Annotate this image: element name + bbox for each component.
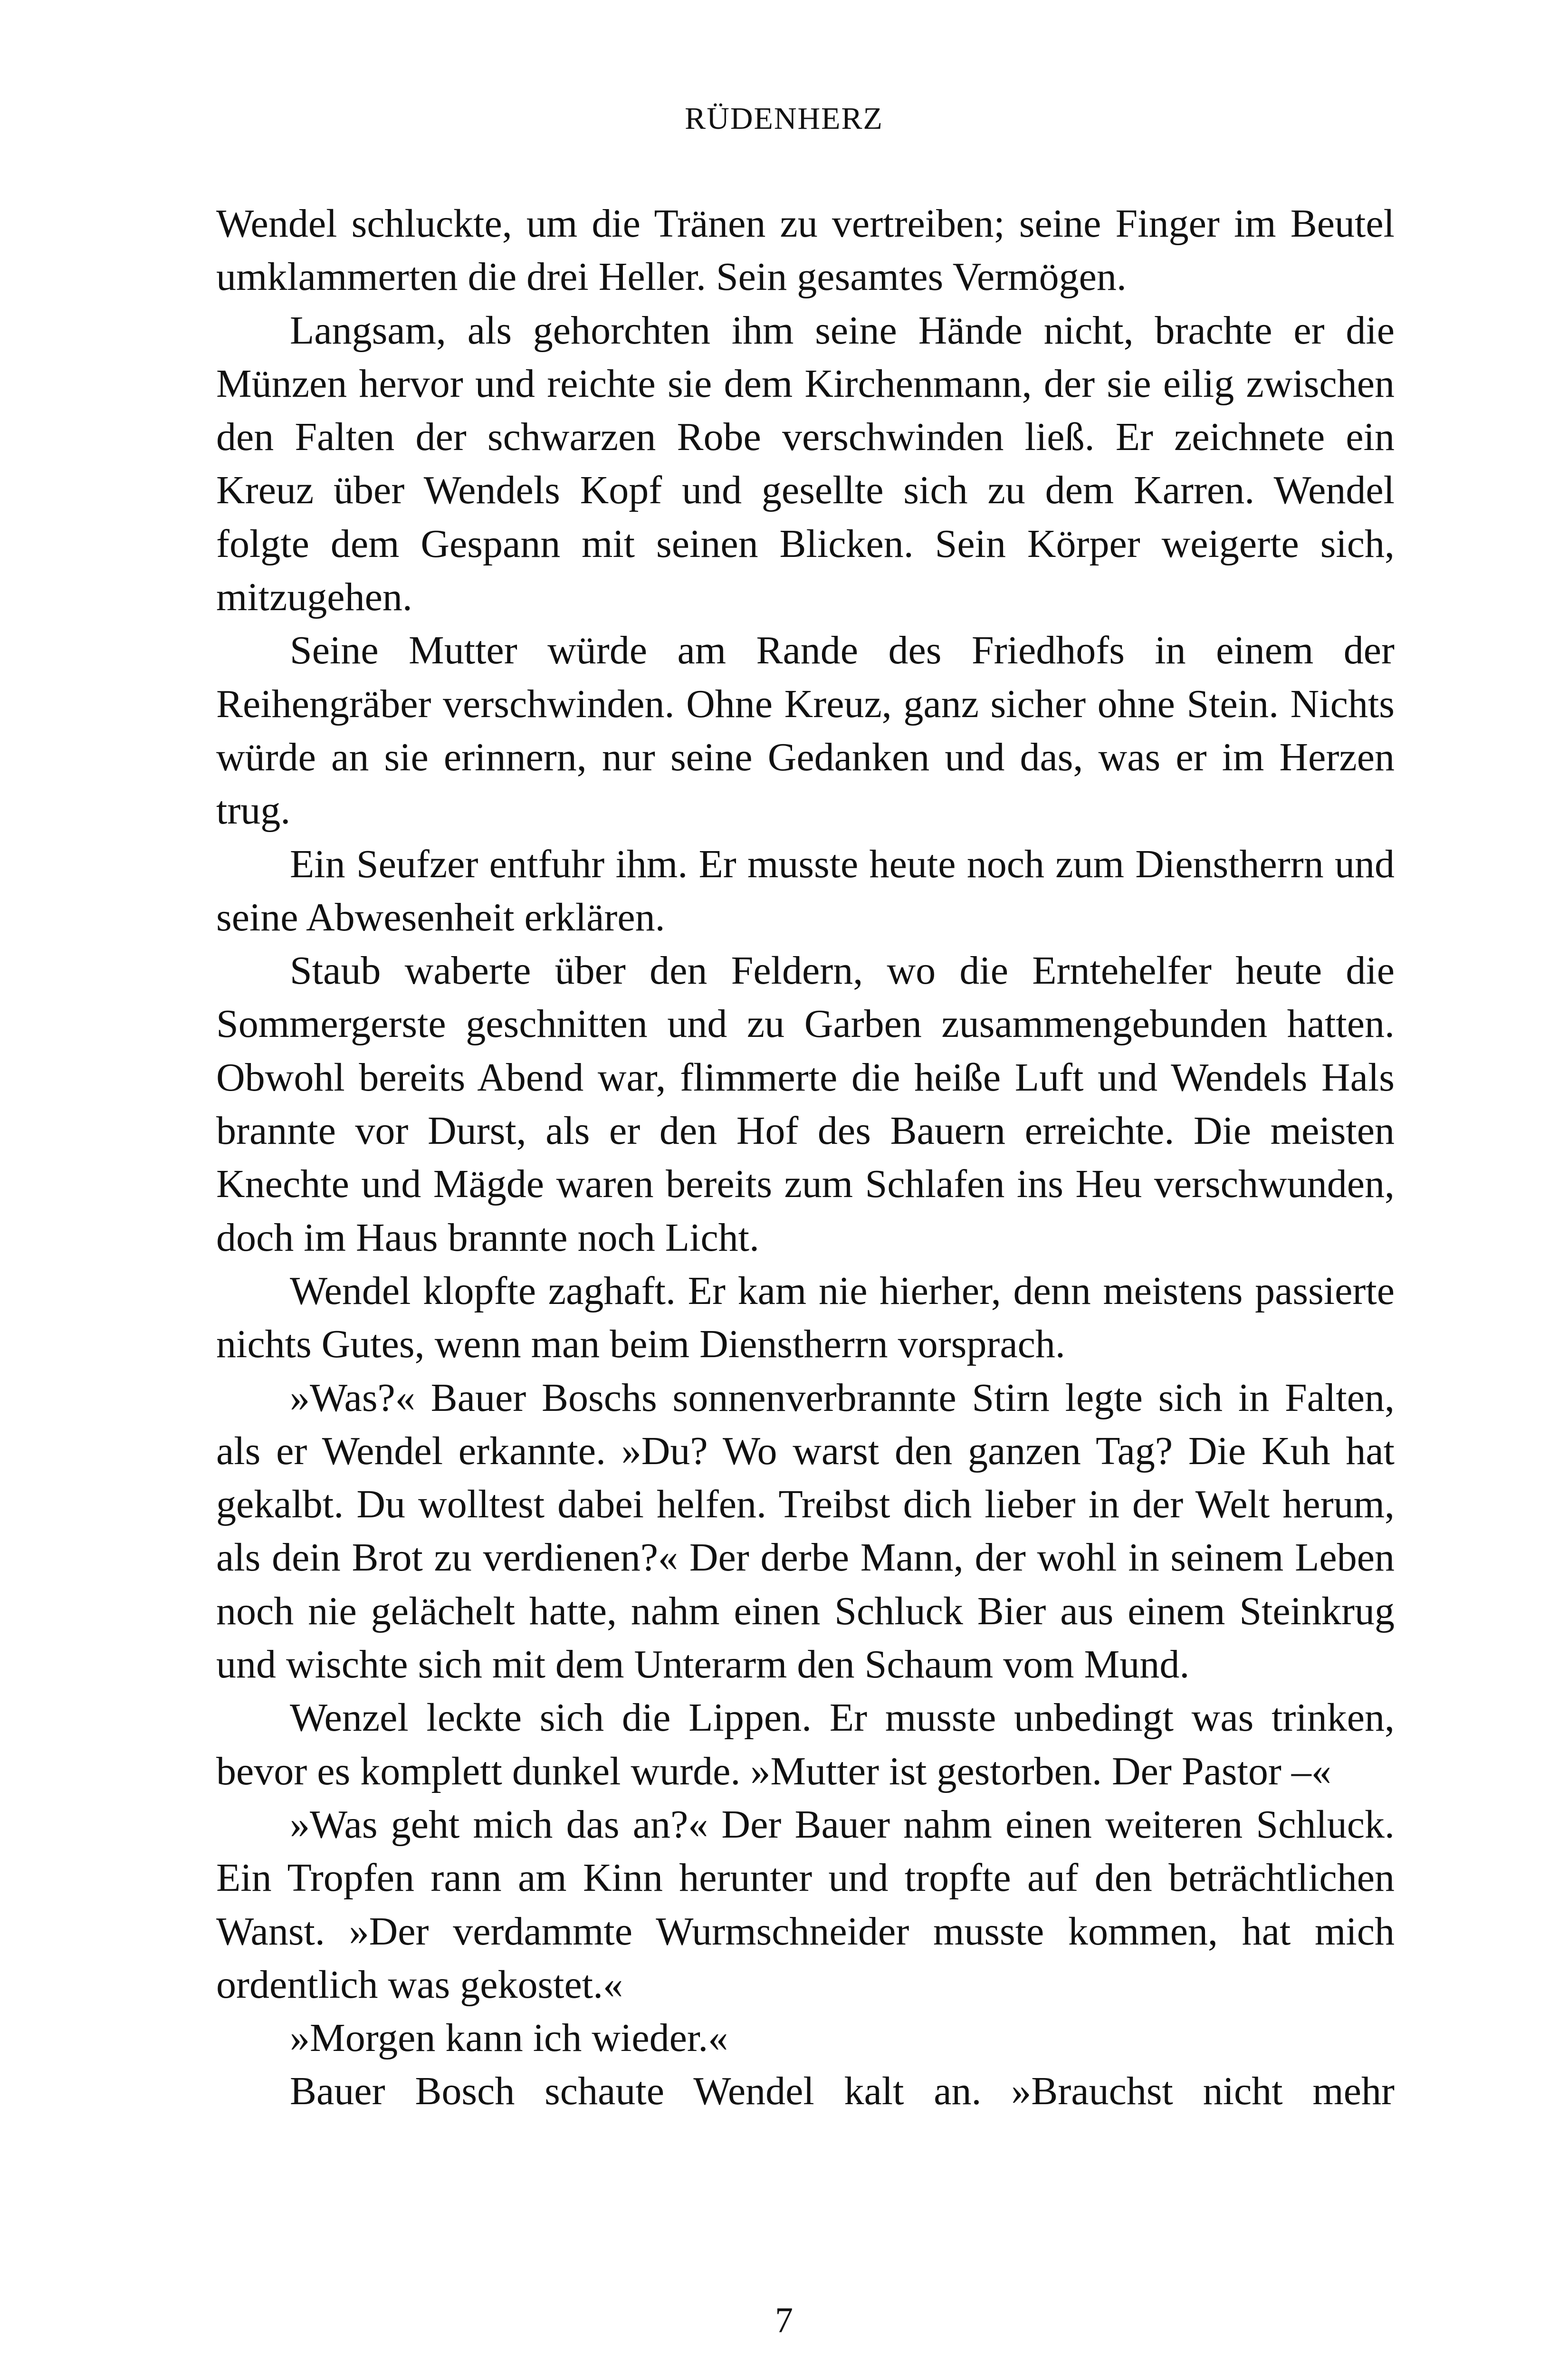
paragraph: Wendel klopfte zaghaft. Er kam nie hierher, denn meistens passierte nichts Gutes, wenn man beim Dienstherrn vorsprach. xyxy=(216,1268,1395,1367)
paragraph: Bauer Bosch schaute Wendel kalt an. »Brauchst nicht mehr xyxy=(290,2069,1395,2114)
paragraph: Langsam, als gehorchten ihm seine Hände nicht, brachte er die Münzen hervor und reichte sie dem Kirchenmann, der sie eilig zwischen den Falten der schwarzen Robe verschwinden ließ. Er zeichnete ein Kreuz über Wendels Kopf und gesellte sich zu dem Karren. Wendel folgte dem Gespann mit seinen Blicken. Sein Körper weigerte sich, mitzugehen. xyxy=(216,308,1395,620)
running-head: RÜDENHERZ xyxy=(685,101,883,136)
paragraph: Staub waberte über den Feldern, wo die Erntehelfer heute die Sommergerste geschnitten und zu Garben zusammengebunden hatten. Obwohl bereits Abend war, flimmerte die heiße Luft und Wendels Hals brannte vor Durst, als er den Hof des Bauern erreichte. Die meisten Knechte und Mägde waren bereits zum Schlafen ins Heu verschwunden, doch im Haus brannte noch Licht. xyxy=(216,948,1395,1260)
paragraph: Wenzel leckte sich die Lippen. Er musste unbedingt was trinken, bevor es komplett dunkel wurde. »Mutter ist gestorben. Der Pastor –« xyxy=(216,1696,1395,1793)
paragraph: »Was geht mich das an?« Der Bauer nahm einen weiteren Schluck. Ein Tropfen rann am Kinn herunter und tropfte auf den beträchtlichen Wanst. »Der verdammte Wurmschneider musste kommen, hat mich ordentlich was gekostet.« xyxy=(216,1802,1395,2007)
paragraph: Ein Seufzer entfuhr ihm. Er musste heute noch zum Dienstherrn und seine Abwesenheit erklären. xyxy=(216,842,1395,939)
paragraph: »Morgen kann ich wieder.« xyxy=(290,2016,728,2060)
paragraph: »Was?« Bauer Boschs sonnenverbrannte Stirn legte sich in Falten, als er Wendel erkannte. »Du? Wo warst den ganzen Tag? Die Kuh hat gekalbt. Du wolltest dabei helfen. Treibst dich lieber in der Welt herum, als dein Brot zu verdienen?« Der derbe Mann, der wohl in seinem Leben noch nie gelächelt hatte, nahm einen Schluck Bier aus einem Steinkrug und wischte sich mit dem Unterarm den Schaum vom Mund. xyxy=(216,1375,1395,1687)
paragraph: Seine Mutter würde am Rande des Friedhofs in einem der Reihengräber verschwinden. Ohne Kreuz, ganz sicher ohne Stein. Nichts würde an sie erinnern, nur seine Gedanken und das, was er im Herzen trug. xyxy=(216,628,1395,833)
page-number: 7 xyxy=(775,2300,793,2340)
body-text xyxy=(216,197,1395,2118)
paragraph: Wendel schluckte, um die Tränen zu vertreiben; seine Finger im Beutel umklammerten die drei Heller. Sein gesamtes Vermögen. xyxy=(216,201,1395,299)
